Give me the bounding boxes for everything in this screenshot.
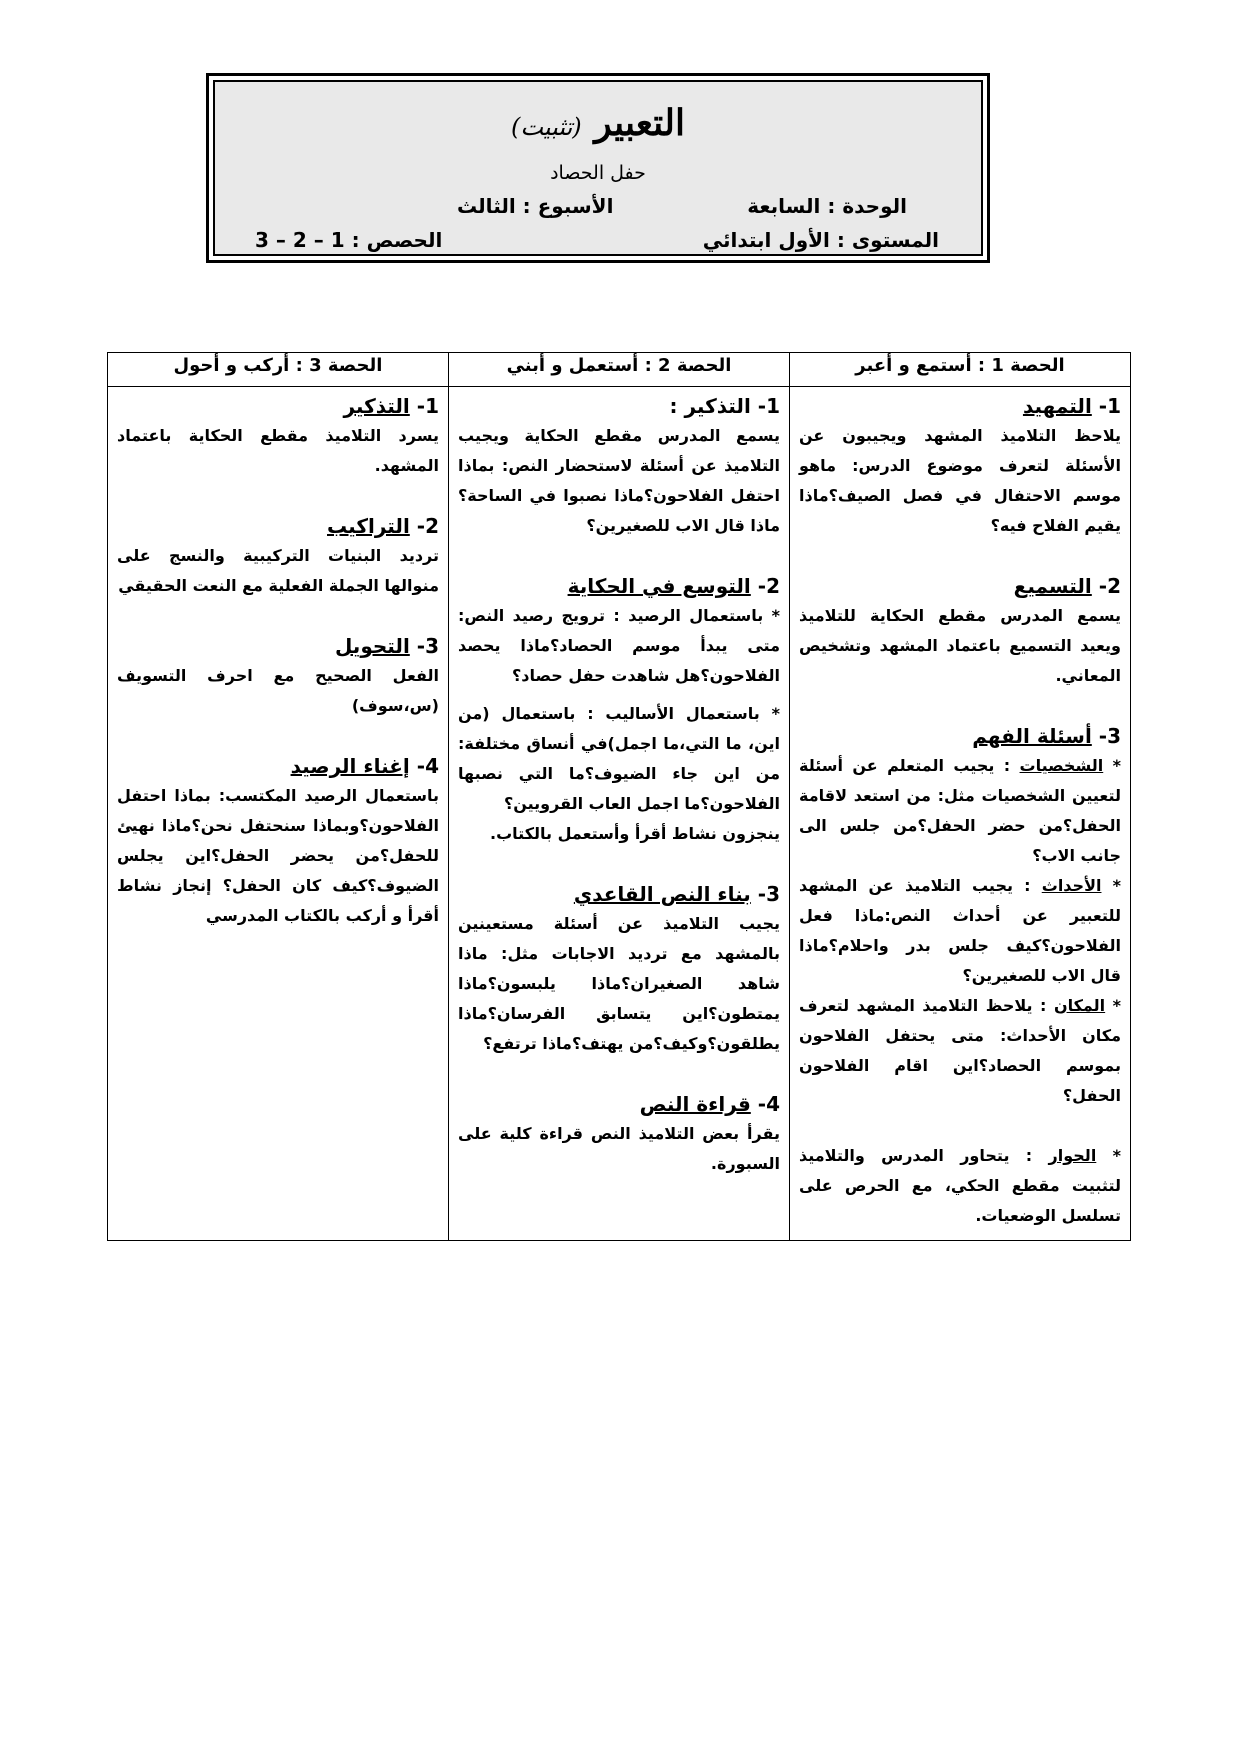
section-heading: 1- التذكير [343,394,439,418]
lesson-subtitle: حفل الحصاد [550,162,646,184]
section-item: * المكان : يلاحظ التلاميذ المشهد لتعرف مكان الأحداث: متى يحتفل الفلاحون بموسم الحصاد؟اين اقام الفلاحون الحفل؟ [799,996,1121,1105]
section-text: باستعمال الرصيد المكتسب: بماذا احتفل الفلاحون؟وبماذا سنحتفل نحن؟ماذا نهيئ للحفل؟من يحضر الحفل؟اين يجلس الضيوف؟كيف كان الحفل؟ إنجاز نشاط أقرأ و أركب بالكتاب المدرسي [117,786,439,925]
section [458,1089,780,1179]
week-label: الأسبوع : الثالث [457,194,614,218]
section-text: يلاحظ التلاميذ المشهد ويجيبون عن الأسئلة لتعرف موضوع الدرس: ماهو موسم الاحتفال في فصل الصيف؟ماذا يقيم الفلاح فيه؟ [799,426,1121,535]
section-heading: 2- التراكيب [327,514,439,538]
section-text: يقرأ بعض التلاميذ النص قراءة كلية على السبورة. [458,1124,780,1173]
header-panel [213,80,983,256]
table-body-row [108,387,1131,1241]
session-1-cell [790,387,1131,1241]
section [799,721,1121,1231]
lesson-plan-table [107,352,1131,1241]
section [117,511,439,601]
title-main: التعبير [594,102,686,144]
section-heading: 1- التمهيد [1022,394,1121,418]
session-3-cell [108,387,449,1241]
section-heading: 3- التحويل [334,634,439,658]
section [458,879,780,1059]
section-heading: 1- التذكير : [669,394,780,418]
section [458,391,780,541]
level-label: المستوى : الأول ابتدائي [702,228,939,252]
section-item: * الأحداث : يجيب التلاميذ عن المشهد للتعبير عن أحداث النص:ماذا فعل الفلاحون؟كيف جلس بدر واحلام؟ماذا قال الاب للصغيرين؟ [799,876,1122,985]
session-2-cell [449,387,790,1241]
title-sub: (تثبيت) [510,113,582,141]
section-heading: 4- قراءة النص [639,1092,780,1116]
section-text: يجيب التلاميذ عن أسئلة مستعينين بالمشهد مع ترديد الاجابات مثل: ماذا شاهد الصغيران؟ماذا يلبسون؟ماذا يمتطون؟اين يتسابق الفرسان؟ماذا يطلقون؟وكيف؟من يهتف؟ماذا ترتفع؟ [458,914,780,1053]
section-text: الفعل الصحيح مع احرف التسويف (س،سوف) [117,666,439,715]
section-heading: 3- أسئلة الفهم [972,724,1121,748]
section-text: ترديد البنيات التركيبية والنسج على منوالها الجملة الفعلية مع النعت الحقيقي [117,546,439,595]
section-text: يسمع المدرس مقطع الحكاية ويجيب التلاميذ عن أسئلة لاستحضار النص: بماذا احتفل الفلاحون؟ماذا نصبوا في الساحة؟ماذا قال الاب للصغيرين؟ [458,426,780,535]
section-text: * باستعمال الأساليب : باستعمال (من اين، ما التي،ما اجمل)في أنساق مختلفة: من اين جاء الضيوف؟ما التي نصبها الفلاحون؟ما اجمل العاب القرويين؟ [458,704,780,813]
section [117,631,439,721]
section-text: يسمع المدرس مقطع الحكاية للتلاميذ ويعيد التسميع باعتماد المشهد وتشخيص المعاني. [799,606,1121,685]
section-text: يسرد التلاميذ مقطع الحكاية باعتماد المشهد. [117,426,439,475]
section-heading: 2- التسميع [1013,574,1121,598]
table-header-row [108,353,1131,387]
section [117,391,439,481]
column-header-session-1: الحصة 1 : أستمع و أعبر [790,353,1131,387]
sessions-label: الحصص : 1 – 2 – 3 [255,228,443,252]
section-item: * الحوار : يتحاور المدرس والتلاميذ لتثبيت مقطع الحكي، مع الحرص على تسلسل الوضعيات. [799,1146,1122,1225]
section [117,751,439,931]
unit-label: الوحدة : السابعة [747,194,907,218]
section [799,391,1121,541]
section-heading: 3- بناء النص القاعدي [573,882,780,906]
section-heading: 4- إغناء الرصيد [290,754,439,778]
header-box [206,73,990,263]
page-title [215,102,981,144]
section [458,571,780,849]
section-text: * باستعمال الرصيد : ترويج رصيد النص: متى يبدأ موسم الحصاد؟ماذا يحصد الفلاحون؟هل شاهدت حفل حصاد؟ [458,606,780,685]
section-item: * الشخصيات : يجيب المتعلم عن أسئلة لتعيين الشخصيات مثل: من استعد لاقامة الحفل؟من حضر الحفل؟من جلس الى جانب الاب؟ [799,756,1121,865]
section [799,571,1121,691]
column-header-session-3: الحصة 3 : أركب و أحول [108,353,449,387]
section-text: ينجزون نشاط أقرأ وأستعمل بالكتاب. [490,824,780,843]
section-heading: 2- التوسع في الحكاية [567,574,780,598]
column-header-session-2: الحصة 2 : أستعمل و أبني [449,353,790,387]
